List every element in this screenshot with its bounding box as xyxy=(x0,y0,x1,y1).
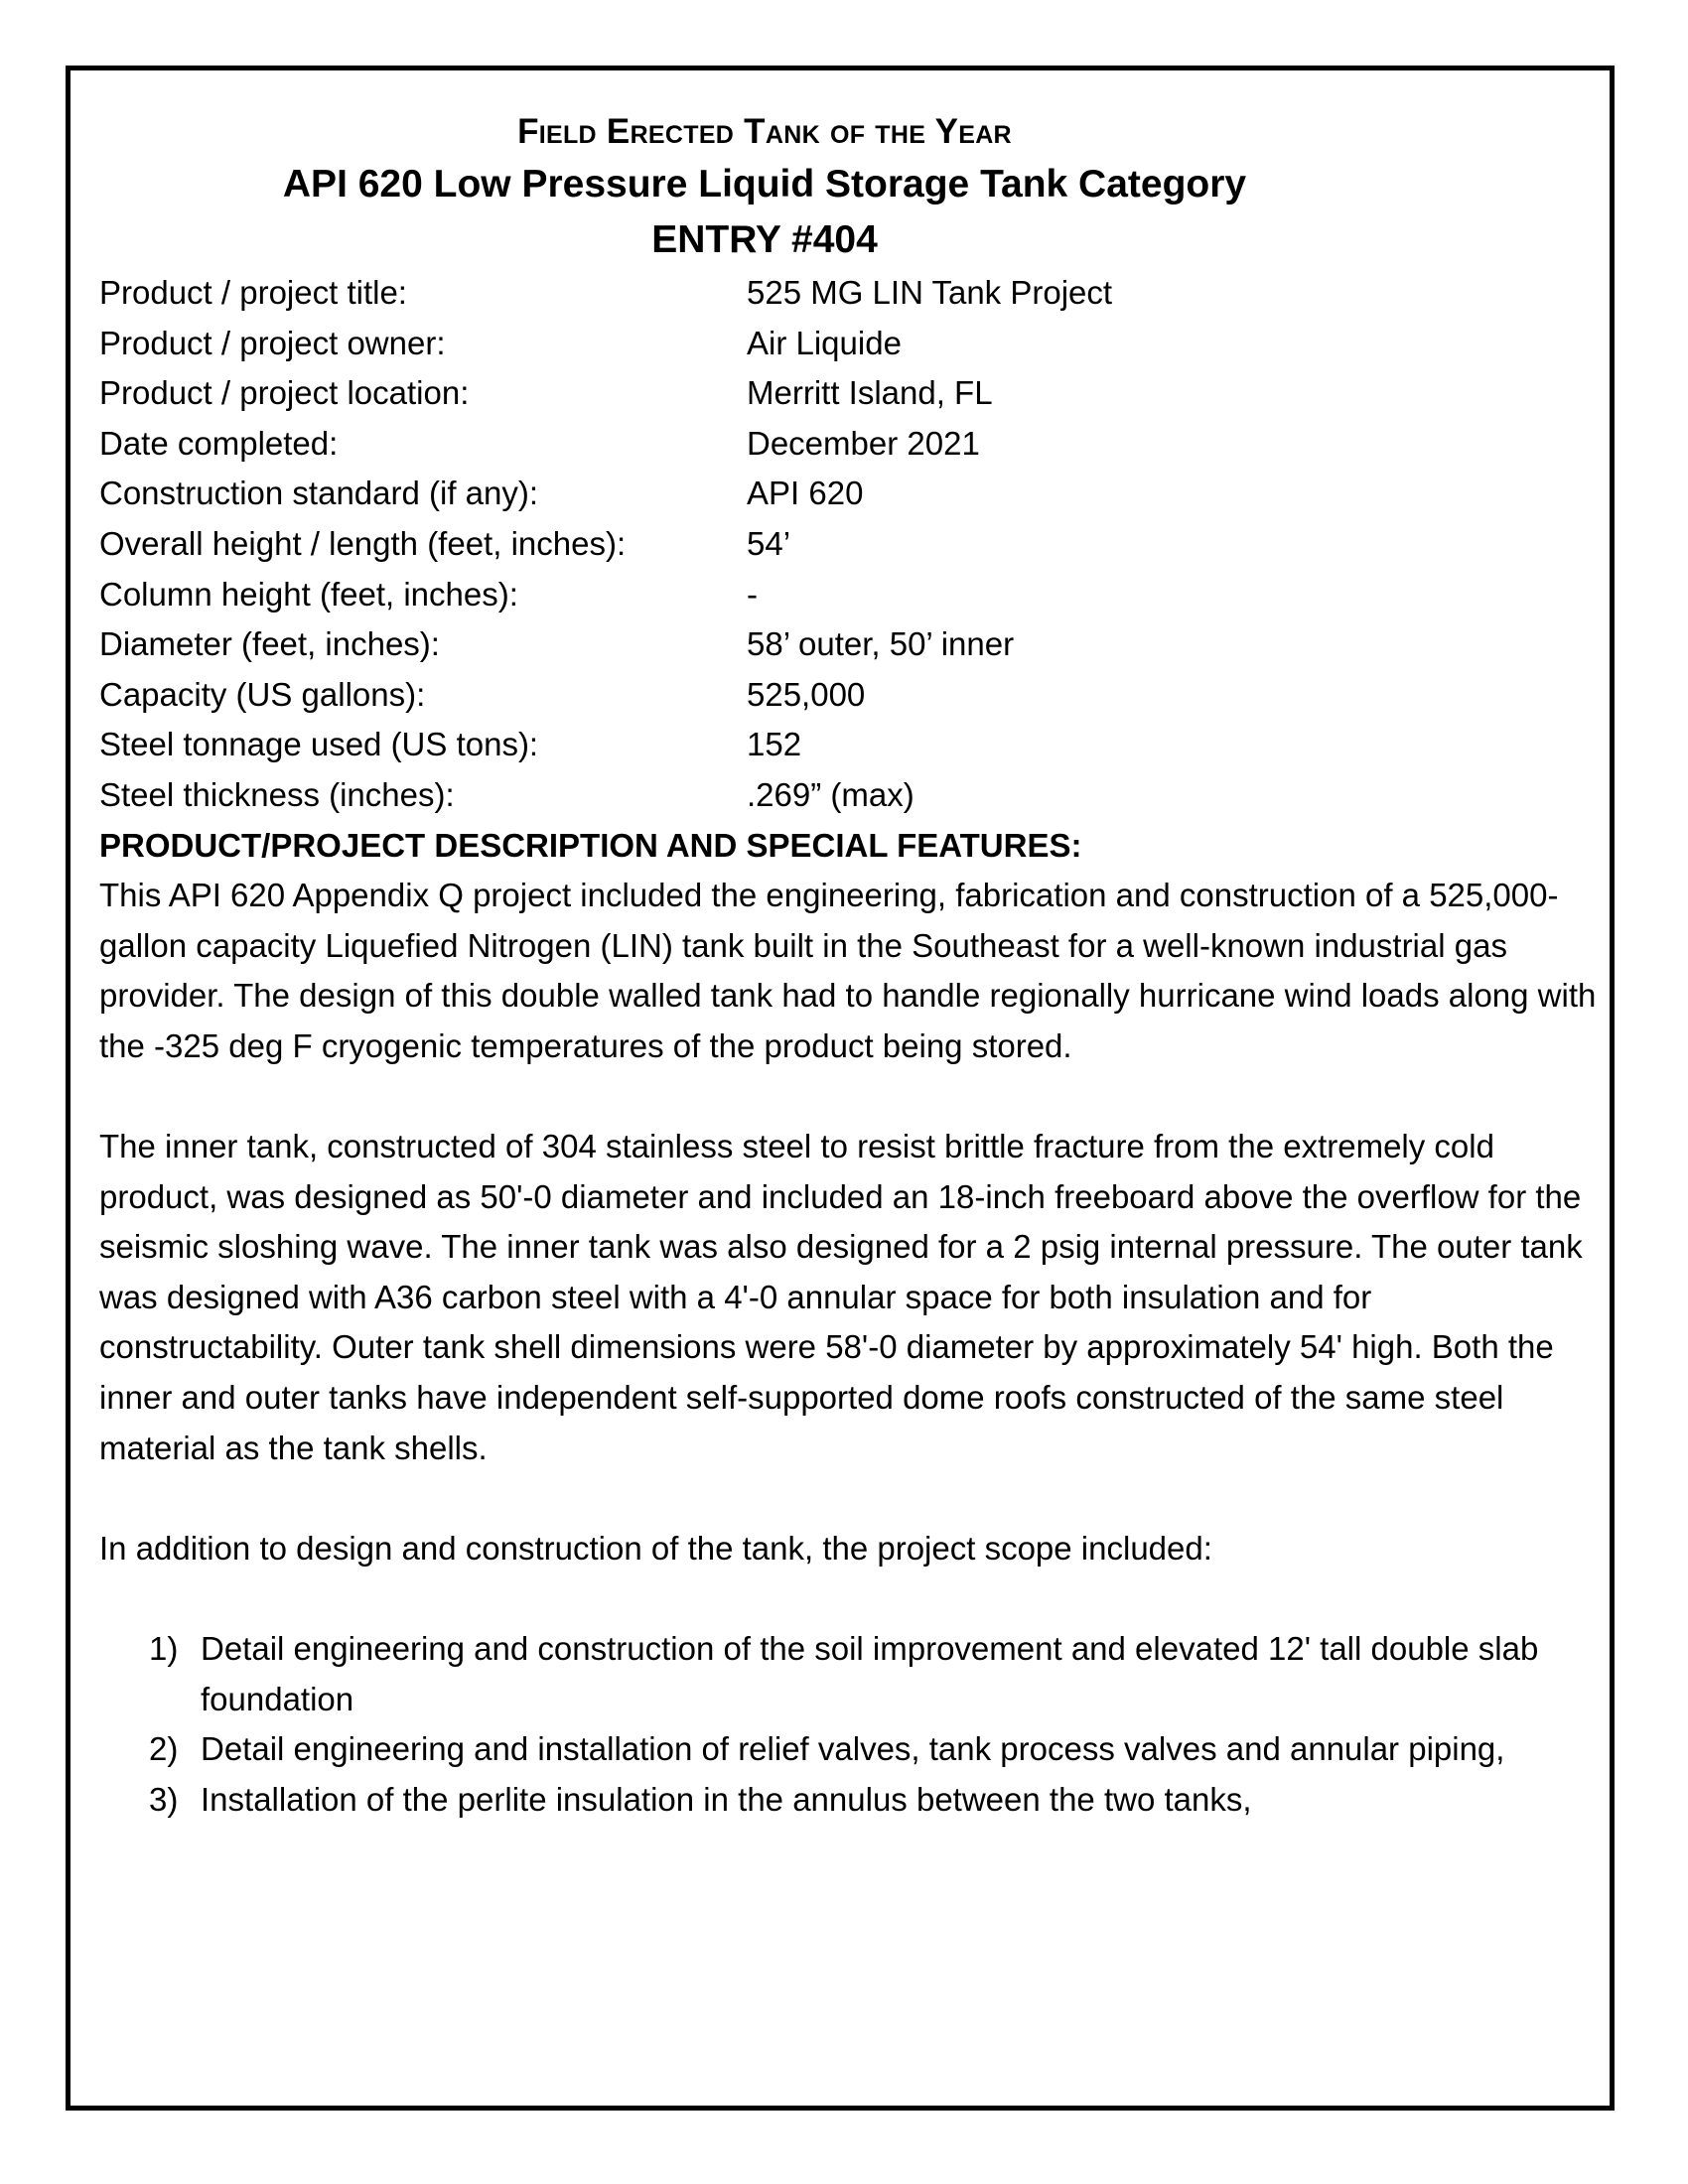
info-label: Product / project owner: xyxy=(99,324,446,361)
info-value: 54’ xyxy=(747,524,791,562)
info-value: Air Liquide xyxy=(747,324,902,361)
list-item-text: Detail engineering and construction of the soil improvement and elevated 12' tall double slab foundation xyxy=(201,1630,1539,1717)
list-item-text: Installation of the perlite insulation in the annulus between the two tanks, xyxy=(201,1780,1252,1818)
info-value: 152 xyxy=(747,726,802,763)
info-row-date xyxy=(99,419,1589,470)
info-value: 525 MG LIN Tank Project xyxy=(747,274,1113,311)
info-value: December 2021 xyxy=(747,424,980,462)
info-value: 525,000 xyxy=(747,675,866,713)
list-item-number: 3) xyxy=(149,1780,179,1818)
info-label: Steel tonnage used (US tons): xyxy=(99,726,539,763)
description-paragraph: This API 620 Appendix Q project included the engineering, fabrication and construction of a 525,000-gallon capacity Liquefied Nitrogen (LIN) tank built in the Southeast for a well-known industrial gas provider. The design of this double walled tank had to handle regionally hurricane wind loads along with the -325 deg F cryogenic temperatures of the product being stored. xyxy=(99,877,1597,1064)
list-item xyxy=(149,1775,1599,1826)
info-value: API 620 xyxy=(747,475,864,512)
info-label: Construction standard (if any): xyxy=(99,475,539,512)
info-label: Date completed: xyxy=(99,424,339,462)
project-info-table xyxy=(99,268,1589,821)
info-label: Product / project location: xyxy=(99,374,470,412)
info-label: Capacity (US gallons): xyxy=(99,675,426,713)
info-label: Steel thickness (inches): xyxy=(99,775,455,813)
info-row-capacity xyxy=(99,670,1589,721)
info-row-tonnage xyxy=(99,720,1589,770)
award-title: Field Erected Tank of the Year xyxy=(517,112,1012,151)
info-row-column-height xyxy=(99,570,1589,620)
info-row-diameter xyxy=(99,619,1589,670)
info-row-thickness xyxy=(99,770,1589,821)
description-paragraph: In addition to design and construction of the tank, the project scope included: xyxy=(99,1529,1212,1567)
info-label: Overall height / length (feet, inches): xyxy=(99,524,627,562)
info-value: .269” (max) xyxy=(747,775,914,813)
list-item xyxy=(149,1724,1599,1775)
info-row-title xyxy=(99,268,1589,319)
entry-number: ENTRY #404 xyxy=(651,218,878,261)
info-row-standard xyxy=(99,469,1589,519)
description-heading: PRODUCT/PROJECT DESCRIPTION AND SPECIAL FEATURES: xyxy=(99,826,1082,864)
list-item-text: Detail engineering and installation of relief valves, tank process valves and annular piping, xyxy=(201,1730,1505,1768)
info-row-owner xyxy=(99,319,1589,369)
category-title: API 620 Low Pressure Liquid Storage Tank Category xyxy=(282,163,1247,205)
info-label: Diameter (feet, inches): xyxy=(99,625,440,663)
list-item-number: 1) xyxy=(149,1630,179,1668)
info-value: Merritt Island, FL xyxy=(747,374,993,412)
document-body xyxy=(99,109,1597,1825)
info-value: 58’ outer, 50’ inner xyxy=(747,625,1015,663)
document-header xyxy=(20,109,1509,266)
info-label: Column height (feet, inches): xyxy=(99,575,518,613)
info-row-location xyxy=(99,368,1589,419)
info-row-height xyxy=(99,519,1589,570)
info-value: - xyxy=(747,575,758,613)
info-label: Product / project title: xyxy=(99,274,407,311)
list-item xyxy=(149,1624,1599,1724)
scope-list xyxy=(149,1624,1589,1825)
description-paragraph: The inner tank, constructed of 304 stainless steel to resist brittle fracture from the extremely cold product, was designed as 50'-0 diameter and included an 18-inch freeboard above the overflow for the seismic sloshing wave. The inner tank was also designed for a 2 psig internal pressure. The outer tank was designed with A36 carbon steel with a 4'-0 annular space for both insulation and for constructability. Outer tank shell dimensions were 58'-0 diameter by approximately 54' high. Both the inner and outer tanks have independent self-supported dome roofs constructed of the same steel material as the tank shells. xyxy=(99,1128,1583,1466)
list-item-number: 2) xyxy=(149,1730,179,1768)
